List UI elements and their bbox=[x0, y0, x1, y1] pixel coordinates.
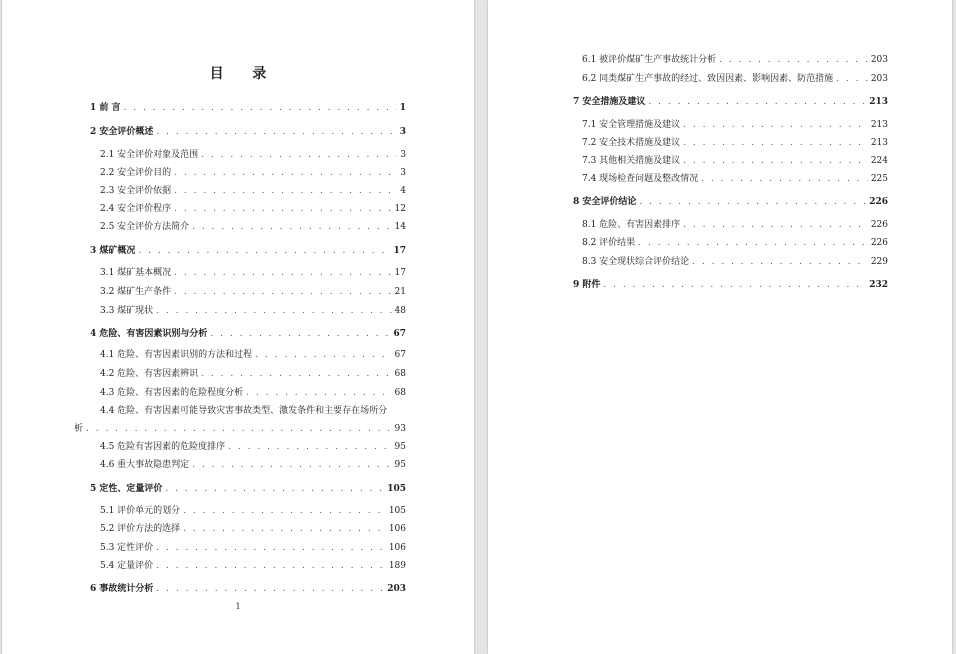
toc-entry-label: 7.2 安全技术措施及建议 bbox=[582, 138, 681, 148]
toc-dot-leader bbox=[86, 423, 392, 435]
toc-entry-section-continued[interactable] bbox=[74, 423, 406, 435]
toc-dot-leader bbox=[192, 459, 391, 471]
toc-dot-leader bbox=[603, 279, 866, 291]
toc-page-number: 229 bbox=[870, 257, 888, 267]
toc-entry-label: 7.4 现场检查问题及整改情况 bbox=[582, 174, 699, 184]
toc-dot-leader bbox=[156, 542, 386, 554]
toc-dot-leader bbox=[192, 221, 391, 233]
toc-entry-section[interactable] bbox=[100, 441, 406, 453]
toc-dot-leader bbox=[683, 137, 868, 149]
toc-entry-label: 7.3 其他相关措施及建议 bbox=[582, 156, 681, 166]
toc-page-number: 3 bbox=[400, 150, 406, 160]
toc-entry-label: 8.1 危险、有害因素排序 bbox=[582, 220, 681, 230]
toc-dot-leader bbox=[246, 387, 391, 399]
toc-entry-chapter[interactable] bbox=[90, 245, 406, 257]
toc-entry-label: 3.3 煤矿现状 bbox=[100, 306, 154, 316]
toc-page-number: 48 bbox=[394, 306, 406, 316]
page-number-footer: 1 bbox=[235, 602, 241, 611]
toc-page-number: 67 bbox=[394, 350, 406, 360]
toc-entry-section[interactable] bbox=[100, 459, 406, 471]
toc-page-number: 226 bbox=[870, 238, 888, 248]
toc-dot-leader bbox=[183, 523, 386, 535]
toc-page-number: 106 bbox=[388, 524, 406, 534]
toc-entry-label: 3.1 煤矿基本概况 bbox=[100, 268, 172, 278]
toc-page-number: 106 bbox=[388, 543, 406, 553]
toc-page-number: 67 bbox=[393, 329, 406, 339]
toc-entry-section[interactable] bbox=[100, 505, 406, 517]
toc-entry-label: 2 安全评价概述 bbox=[90, 127, 154, 137]
toc-dot-leader bbox=[201, 368, 391, 380]
toc-page-number: 17 bbox=[393, 246, 406, 256]
document-page-left bbox=[2, 0, 474, 654]
toc-page-number: 12 bbox=[394, 204, 406, 214]
toc-entry-section[interactable] bbox=[582, 173, 888, 185]
toc-entry-section[interactable] bbox=[100, 286, 406, 298]
toc-entry-chapter[interactable] bbox=[573, 96, 888, 108]
toc-entry-section[interactable] bbox=[582, 256, 888, 268]
toc-page-number: 226 bbox=[870, 220, 888, 230]
toc-page-number: 232 bbox=[869, 280, 888, 290]
toc-entry-label: 析 bbox=[74, 424, 84, 434]
toc-page-number: 68 bbox=[394, 369, 406, 379]
toc-entry-label: 7.1 安全管理措施及建议 bbox=[582, 120, 681, 130]
toc-entry-chapter[interactable] bbox=[90, 328, 406, 340]
toc-entry-label: 2.1 安全评价对象及范围 bbox=[100, 150, 199, 160]
toc-page-number: 105 bbox=[387, 484, 406, 494]
table-of-contents-continued bbox=[488, 0, 952, 654]
toc-page-number: 224 bbox=[870, 156, 888, 166]
toc-page-number: 93 bbox=[394, 424, 406, 434]
document-page-right bbox=[488, 0, 952, 654]
toc-dot-leader bbox=[174, 267, 391, 279]
toc-title: 目 录 bbox=[209, 66, 279, 82]
toc-entry-label: 2.5 安全评价方法简介 bbox=[100, 222, 190, 232]
toc-page-number: 3 bbox=[400, 168, 406, 178]
toc-entry-section[interactable] bbox=[100, 368, 406, 380]
toc-entry-section[interactable] bbox=[100, 149, 406, 161]
toc-entry-chapter[interactable] bbox=[573, 279, 888, 291]
toc-dot-leader bbox=[156, 305, 391, 317]
toc-page-number: 21 bbox=[394, 287, 406, 297]
toc-entry-section[interactable] bbox=[100, 203, 406, 215]
toc-dot-leader bbox=[138, 245, 390, 257]
toc-entry-label: 4.6 重大事故隐患判定 bbox=[100, 460, 190, 470]
toc-dot-leader bbox=[210, 328, 390, 340]
toc-entry-label: 1 前 言 bbox=[90, 103, 121, 113]
toc-entry-label: 6 事故统计分析 bbox=[90, 584, 154, 594]
toc-page-number: 203 bbox=[870, 74, 888, 84]
toc-entry-label: 4.2 危险、有害因素辨识 bbox=[100, 369, 199, 379]
toc-page-number: 225 bbox=[870, 174, 888, 184]
toc-dot-leader bbox=[124, 102, 397, 114]
toc-entry-section[interactable] bbox=[100, 523, 406, 535]
toc-dot-leader bbox=[174, 286, 391, 298]
toc-entry-label: 9 附件 bbox=[573, 280, 601, 290]
toc-entry-label: 7 安全措施及建议 bbox=[573, 97, 646, 107]
toc-page-number: 68 bbox=[394, 388, 406, 398]
toc-page-number: 105 bbox=[388, 506, 406, 516]
toc-dot-leader bbox=[683, 219, 868, 231]
toc-entry-label: 6.2 同类煤矿生产事故的经过、致因因素、影响因素、防范措施 bbox=[582, 74, 834, 84]
toc-entry-label: 2.3 安全评价依据 bbox=[100, 186, 172, 196]
toc-entry-section[interactable] bbox=[582, 155, 888, 167]
toc-entry-chapter[interactable] bbox=[90, 583, 406, 595]
toc-page-number: 203 bbox=[870, 55, 888, 65]
toc-entry-section[interactable] bbox=[100, 387, 406, 399]
toc-entry-section[interactable] bbox=[100, 267, 406, 279]
toc-entry-label: 5.1 评价单元的划分 bbox=[100, 506, 181, 516]
toc-entry-label: 2.4 安全评价程序 bbox=[100, 204, 172, 214]
toc-entry-label: 5 定性、定量评价 bbox=[90, 484, 163, 494]
toc-dot-leader bbox=[648, 96, 866, 108]
toc-dot-leader bbox=[719, 54, 868, 66]
toc-dot-leader bbox=[174, 185, 397, 197]
toc-entry-chapter[interactable] bbox=[90, 126, 406, 138]
toc-entry-label: 8.2 评价结果 bbox=[582, 238, 636, 248]
toc-entry-chapter[interactable] bbox=[573, 196, 888, 208]
toc-entry-chapter[interactable] bbox=[90, 483, 406, 495]
toc-entry-label: 2.2 安全评价目的 bbox=[100, 168, 172, 178]
toc-dot-leader bbox=[639, 196, 866, 208]
toc-entry-section[interactable] bbox=[582, 237, 888, 249]
toc-entry-label-wrapped[interactable]: 4.4 危险、有害因素可能导致灾害事故类型、激发条件和主要存在场所分 bbox=[100, 406, 388, 416]
toc-entry-label: 5.3 定性评价 bbox=[100, 543, 154, 553]
table-of-contents bbox=[2, 0, 474, 654]
toc-dot-leader bbox=[174, 167, 397, 179]
toc-dot-leader bbox=[701, 173, 868, 185]
toc-entry-section[interactable] bbox=[582, 219, 888, 231]
toc-dot-leader bbox=[156, 583, 384, 595]
toc-entry-label: 6.1 被评价煤矿生产事故统计分析 bbox=[582, 55, 717, 65]
toc-page-number: 95 bbox=[394, 442, 406, 452]
toc-entry-section[interactable] bbox=[100, 185, 406, 197]
toc-page-number: 14 bbox=[394, 222, 406, 232]
toc-page-number: 189 bbox=[388, 561, 406, 571]
toc-entry-label: 4.3 危险、有害因素的危险程度分析 bbox=[100, 388, 244, 398]
toc-entry-section[interactable] bbox=[100, 542, 406, 554]
toc-dot-leader bbox=[165, 483, 384, 495]
toc-dot-leader bbox=[692, 256, 868, 268]
toc-entry-label: 3.2 煤矿生产条件 bbox=[100, 287, 172, 297]
toc-page-number: 213 bbox=[870, 120, 888, 130]
toc-dot-leader bbox=[156, 560, 386, 572]
toc-entry-section[interactable] bbox=[100, 305, 406, 317]
toc-page-number: 3 bbox=[399, 127, 406, 137]
toc-page-number: 17 bbox=[394, 268, 406, 278]
toc-entry-label: 5.4 定量评价 bbox=[100, 561, 154, 571]
toc-dot-leader bbox=[228, 441, 391, 453]
toc-page-number: 226 bbox=[869, 197, 888, 207]
toc-page-number: 1 bbox=[399, 103, 406, 113]
toc-dot-leader bbox=[174, 203, 391, 215]
toc-entry-section[interactable] bbox=[100, 167, 406, 179]
toc-dot-leader bbox=[255, 349, 391, 361]
toc-dot-leader bbox=[201, 149, 397, 161]
toc-entry-label: 8 安全评价结论 bbox=[573, 197, 637, 207]
toc-entry-label: 8.3 安全现状综合评价结论 bbox=[582, 257, 690, 267]
toc-dot-leader bbox=[183, 505, 386, 517]
toc-entry-section[interactable] bbox=[100, 560, 406, 572]
toc-page-number: 4 bbox=[400, 186, 406, 196]
toc-dot-leader bbox=[683, 119, 868, 131]
toc-entry-label: 4.1 危险、有害因素识别的方法和过程 bbox=[100, 350, 253, 360]
toc-entry-label: 4.5 危险有害因素的危险度排序 bbox=[100, 442, 226, 452]
toc-dot-leader bbox=[638, 237, 868, 249]
toc-entry-section[interactable] bbox=[582, 137, 888, 149]
toc-entry-label: 5.2 评价方法的选择 bbox=[100, 524, 181, 534]
toc-entry-label: 3 煤矿概况 bbox=[90, 246, 136, 256]
toc-page-number: 213 bbox=[870, 138, 888, 148]
toc-dot-leader bbox=[156, 126, 396, 138]
toc-page-number: 95 bbox=[394, 460, 406, 470]
toc-dot-leader bbox=[836, 73, 868, 85]
toc-entry-chapter[interactable] bbox=[90, 102, 406, 114]
toc-dot-leader bbox=[683, 155, 868, 167]
toc-entry-section[interactable] bbox=[582, 73, 888, 85]
toc-entry-section[interactable] bbox=[582, 54, 888, 66]
toc-entry-section[interactable] bbox=[100, 349, 406, 361]
toc-entry-label: 4 危险、有害因素识别与分析 bbox=[90, 329, 208, 339]
toc-page-number: 203 bbox=[387, 584, 406, 594]
toc-page-number: 213 bbox=[869, 97, 888, 107]
toc-entry-section[interactable] bbox=[100, 221, 406, 233]
toc-entry-section[interactable] bbox=[582, 119, 888, 131]
